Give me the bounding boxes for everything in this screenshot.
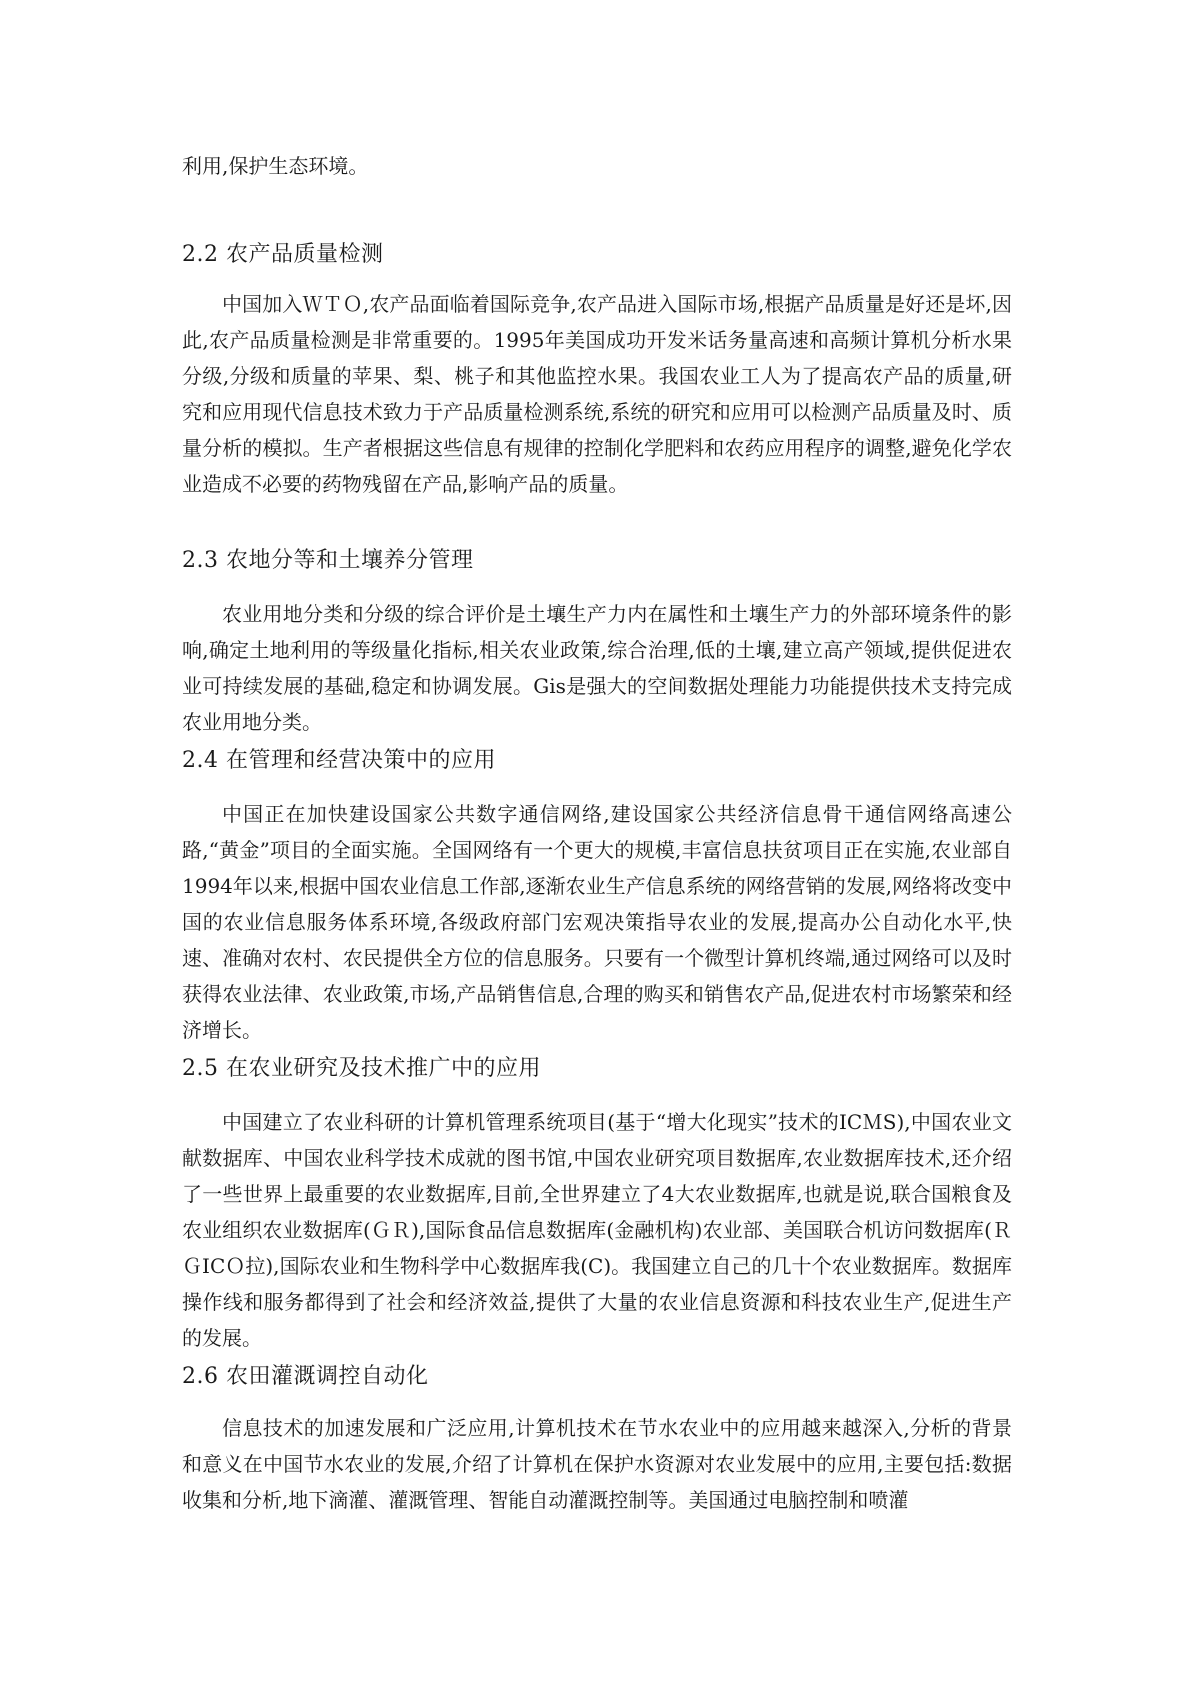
section-paragraph: 中国加入ＷＴＯ,农产品面临着国际竞争,农产品进入国际市场,根据产品质量是好还是坏,因此,农产品质量检测是非常重要的。1995年美国成功开发米话务量高速和高频计算机分析水果分级,分级和质量的苹果、梨、桃子和其他监控水果。我国农业工人为了提高农产品的质量,研究和应用现代信息技术致力于产品质量检测系统,系统的研究和应用可以检测产品质量及时、质量分析的模拟。生产者根据这些信息有规律的控制化学肥料和农药应用程序的调整,避免化学农业造成不必要的药物残留在产品,影响产品的质量。 — [182, 292, 1012, 496]
section-2-4 — [182, 746, 1012, 1048]
section-heading: 2.4 在管理和经营决策中的应用 — [182, 748, 496, 773]
document-page — [182, 148, 1012, 1518]
section-heading: 2.3 农地分等和土壤养分管理 — [182, 548, 474, 573]
section-heading: 2.2 农产品质量检测 — [182, 242, 384, 267]
section-2-6 — [182, 1362, 1012, 1518]
section-paragraph: 中国正在加快建设国家公共数字通信网络,建设国家公共经济信息骨干通信网络高速公路,“黄金”项目的全面实施。全国网络有一个更大的规模,丰富信息扶贫项目正在实施,农业部自1994年以来,根据中国农业信息工作部,逐渐农业生产信息系统的网络营销的发展,网络将改变中国的农业信息服务体系环境,各级政府部门宏观决策指导农业的发展,提高办公自动化水平,快速、准确对农村、农民提供全方位的信息服务。只要有一个微型计算机终端,通过网络可以及时获得农业法律、农业政策,市场,产品销售信息,合理的购买和销售农产品,促进农村市场繁荣和经济增长。 — [182, 802, 1012, 1042]
section-2-5 — [182, 1054, 1012, 1356]
section-paragraph: 信息技术的加速发展和广泛应用,计算机技术在节水农业中的应用越来越深入,分析的背景和意义在中国节水农业的发展,介绍了计算机在保护水资源对农业发展中的应用,主要包括:数据收集和分析,地下滴灌、灌溉管理、智能自动灌溉控制等。美国通过电脑控制和喷灌 — [182, 1416, 1012, 1512]
section-2-2 — [182, 240, 1012, 502]
section-paragraph: 农业用地分类和分级的综合评价是土壤生产力内在属性和土壤生产力的外部环境条件的影响,确定土地利用的等级量化指标,相关农业政策,综合治理,低的土壤,建立高产领域,提供促进农业可持续发展的基础,稳定和协调发展。Gis是强大的空间数据处理能力功能提供技术支持完成农业用地分类。 — [182, 602, 1012, 734]
section-2-3 — [182, 546, 1012, 740]
continuation-paragraph: 利用,保护生态环境。 — [182, 154, 369, 178]
section-paragraph: 中国建立了农业科研的计算机管理系统项目(基于“增大化现实”技术的ICＭS),中国农业文献数据库、中国农业科学技术成就的图书馆,中国农业研究项目数据库,农业数据库技术,还介绍了一些世界上最重要的农业数据库,目前,全世界建立了4大农业数据库,也就是说,联合国粮食及农业组织农业数据库(ＧＲ),国际食品信息数据库(金融机构)农业部、美国联合机访问数据库(ＲＧICＯ拉),国际农业和生物科学中心数据库我(C)。我国建立自己的几十个农业数据库。数据库操作线和服务都得到了社会和经济效益,提供了大量的农业信息资源和科技农业生产,促进生产的发展。 — [182, 1110, 1012, 1350]
section-heading: 2.6 农田灌溉调控自动化 — [182, 1364, 429, 1389]
section-heading: 2.5 在农业研究及技术推广中的应用 — [182, 1056, 541, 1081]
